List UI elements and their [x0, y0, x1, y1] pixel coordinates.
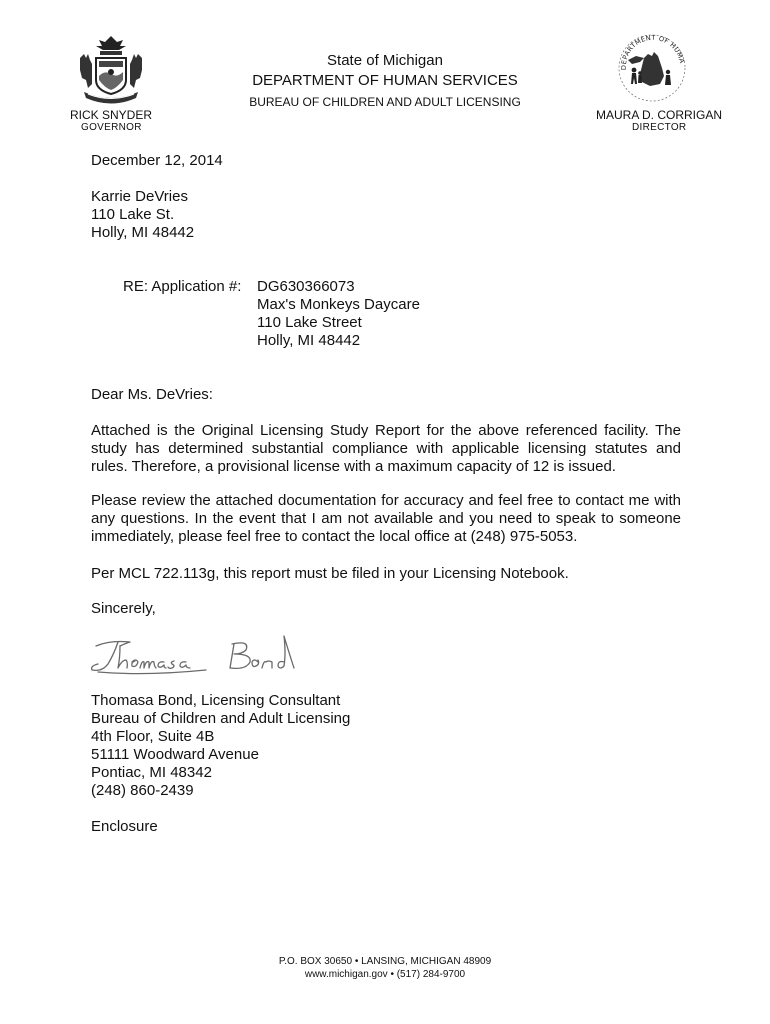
director-name: MAURA D. CORRIGAN — [596, 108, 723, 122]
enclosure-note: Enclosure — [91, 818, 158, 835]
recipient-city: Holly, MI 48442 — [91, 224, 195, 241]
signer-name-title: Thomasa Bond, Licensing Consultant — [91, 692, 341, 709]
signer-bureau: Bureau of Children and Adult Licensing — [91, 710, 351, 727]
recipient-address — [91, 188, 194, 242]
signer-suite: 4th Floor, Suite 4B — [91, 728, 215, 745]
letterhead-state: State of Michigan — [327, 52, 443, 69]
letter-date: December 12, 2014 — [91, 152, 223, 169]
body-paragraph-1: Attached is the Original Licensing Study Report for the above referenced facility. The study has determined substantial compliance with applicable licensing statutes and rules. Therefore, a provisional license with a maximum capacity of 12 is issued. — [91, 422, 681, 475]
body-paragraph-2: Please review the attached documentation for accuracy and feel free to contact me with any questions. In the event that I am not available and you need to speak to someone immediately, please feel free to contact the local office at (248) 975-5053. — [91, 492, 681, 545]
signer-street: 51111 Woodward Avenue — [91, 746, 259, 763]
salutation: Dear Ms. DeVries: — [91, 386, 213, 403]
governor-title: GOVERNOR — [81, 122, 142, 133]
footer-contact: www.michigan.gov • (517) 284-9700 — [304, 969, 466, 980]
letterhead-bureau: BUREAU OF CHILDREN AND ADULT LICENSING — [249, 95, 521, 109]
body-paragraph-3: Per MCL 722.113g, this report must be filed in your Licensing Notebook. — [91, 565, 569, 582]
footer-address: P.O. BOX 30650 • LANSING, MICHIGAN 48909 — [278, 956, 492, 967]
recipient-street: 110 Lake St. — [91, 206, 175, 223]
svg-text:DEPARTMENT OF HUMAN SERVICES: DEPARTMENT OF HUMA — [619, 33, 686, 71]
re-label: RE: Application #: — [123, 278, 242, 295]
governor-name: RICK SNYDER — [70, 108, 153, 122]
recipient-name: Karrie DeVries — [91, 188, 188, 205]
letterhead-department: DEPARTMENT OF HUMAN SERVICES — [252, 72, 518, 89]
closing: Sincerely, — [91, 600, 156, 617]
signer-phone: (248) 860-2439 — [91, 782, 194, 799]
facility-name: Max's Monkeys Daycare — [257, 296, 420, 313]
signature-block — [91, 692, 350, 800]
signer-city: Pontiac, MI 48342 — [91, 764, 212, 781]
application-number: DG630366073 — [257, 278, 355, 295]
director-title: DIRECTOR — [632, 122, 687, 133]
handwritten-signature — [86, 632, 314, 680]
re-details — [257, 278, 420, 350]
facility-street: 110 Lake Street — [257, 314, 362, 331]
facility-city: Holly, MI 48442 — [257, 332, 361, 349]
